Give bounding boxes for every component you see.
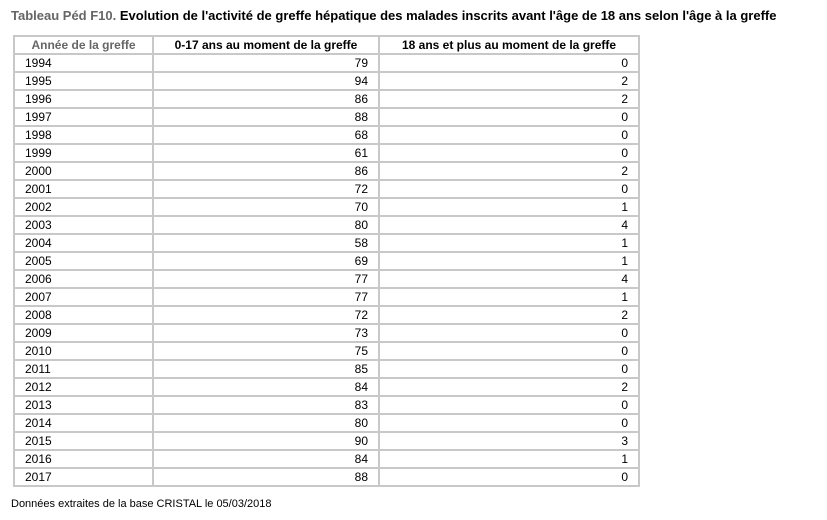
cell-year: 1995	[14, 72, 153, 90]
cell-year: 2003	[14, 216, 153, 234]
table-row	[14, 108, 639, 126]
cell-age-18-plus: 0	[379, 468, 639, 486]
cell-age-18-plus: 0	[379, 180, 639, 198]
cell-age-0-17: 61	[153, 144, 379, 162]
header-row	[14, 36, 639, 54]
cell-age-0-17: 69	[153, 252, 379, 270]
table-number: Tableau Péd F10.	[11, 8, 117, 23]
cell-year: 2006	[14, 270, 153, 288]
cell-age-18-plus: 3	[379, 432, 639, 450]
table-row	[14, 234, 639, 252]
cell-age-18-plus: 0	[379, 126, 639, 144]
cell-year: 2010	[14, 342, 153, 360]
table-row	[14, 252, 639, 270]
table-row	[14, 306, 639, 324]
cell-age-18-plus: 4	[379, 270, 639, 288]
header-year: Année de la greffe	[14, 36, 153, 54]
cell-age-18-plus: 0	[379, 144, 639, 162]
table-row	[14, 90, 639, 108]
cell-age-0-17: 85	[153, 360, 379, 378]
cell-age-0-17: 80	[153, 216, 379, 234]
cell-year: 1997	[14, 108, 153, 126]
cell-year: 2008	[14, 306, 153, 324]
cell-age-18-plus: 1	[379, 288, 639, 306]
cell-age-18-plus: 1	[379, 450, 639, 468]
cell-year: 1999	[14, 144, 153, 162]
cell-age-18-plus: 0	[379, 54, 639, 72]
cell-year: 2007	[14, 288, 153, 306]
cell-age-0-17: 77	[153, 270, 379, 288]
table-row	[14, 378, 639, 396]
table-row	[14, 396, 639, 414]
cell-year: 1996	[14, 90, 153, 108]
cell-year: 2004	[14, 234, 153, 252]
cell-age-0-17: 86	[153, 90, 379, 108]
cell-year: 2014	[14, 414, 153, 432]
cell-year: 1994	[14, 54, 153, 72]
cell-age-18-plus: 0	[379, 396, 639, 414]
data-table	[13, 35, 640, 487]
table-row	[14, 54, 639, 72]
cell-age-0-17: 77	[153, 288, 379, 306]
table-row	[14, 126, 639, 144]
header-age-18-plus: 18 ans et plus au moment de la greffe	[379, 36, 639, 54]
cell-age-18-plus: 2	[379, 306, 639, 324]
cell-age-18-plus: 0	[379, 342, 639, 360]
cell-age-18-plus: 4	[379, 216, 639, 234]
cell-age-18-plus: 2	[379, 162, 639, 180]
cell-age-0-17: 88	[153, 108, 379, 126]
table-row	[14, 324, 639, 342]
cell-age-18-plus: 0	[379, 414, 639, 432]
cell-age-18-plus: 0	[379, 108, 639, 126]
table-row	[14, 180, 639, 198]
cell-age-18-plus: 1	[379, 234, 639, 252]
cell-age-0-17: 94	[153, 72, 379, 90]
cell-age-0-17: 83	[153, 396, 379, 414]
cell-age-0-17: 73	[153, 324, 379, 342]
header-age-0-17: 0-17 ans au moment de la greffe	[153, 36, 379, 54]
cell-year: 2000	[14, 162, 153, 180]
cell-age-0-17: 84	[153, 378, 379, 396]
cell-year: 2002	[14, 198, 153, 216]
cell-age-0-17: 70	[153, 198, 379, 216]
table-row	[14, 270, 639, 288]
table-row	[14, 72, 639, 90]
table-row	[14, 198, 639, 216]
cell-age-18-plus: 1	[379, 252, 639, 270]
cell-age-18-plus: 2	[379, 90, 639, 108]
cell-year: 2005	[14, 252, 153, 270]
cell-age-0-17: 72	[153, 306, 379, 324]
cell-age-0-17: 79	[153, 54, 379, 72]
cell-year: 1998	[14, 126, 153, 144]
cell-age-18-plus: 0	[379, 324, 639, 342]
table-caption: Evolution de l'activité de greffe hépatique des malades inscrits avant l'âge de 18 ans selon l'âge à la greffe	[116, 8, 777, 23]
table-row	[14, 342, 639, 360]
cell-age-0-17: 72	[153, 180, 379, 198]
table-header	[14, 36, 639, 54]
cell-year: 2009	[14, 324, 153, 342]
table-row	[14, 468, 639, 486]
cell-age-0-17: 86	[153, 162, 379, 180]
table-title	[11, 7, 776, 25]
table-row	[14, 450, 639, 468]
table-row	[14, 216, 639, 234]
source-footnote: Données extraites de la base CRISTAL le 05/03/2018	[11, 498, 272, 510]
cell-age-0-17: 88	[153, 468, 379, 486]
cell-age-0-17: 58	[153, 234, 379, 252]
table-row	[14, 288, 639, 306]
cell-year: 2001	[14, 180, 153, 198]
cell-year: 2016	[14, 450, 153, 468]
cell-age-18-plus: 1	[379, 198, 639, 216]
cell-year: 2015	[14, 432, 153, 450]
cell-year: 2012	[14, 378, 153, 396]
cell-year: 2017	[14, 468, 153, 486]
cell-year: 2013	[14, 396, 153, 414]
table-row	[14, 144, 639, 162]
table-row	[14, 360, 639, 378]
cell-age-18-plus: 2	[379, 378, 639, 396]
cell-age-0-17: 84	[153, 450, 379, 468]
table-body	[14, 54, 639, 486]
table-row	[14, 432, 639, 450]
table-row	[14, 162, 639, 180]
cell-age-0-17: 68	[153, 126, 379, 144]
cell-age-0-17: 75	[153, 342, 379, 360]
table-row	[14, 414, 639, 432]
cell-year: 2011	[14, 360, 153, 378]
cell-age-0-17: 90	[153, 432, 379, 450]
cell-age-18-plus: 2	[379, 72, 639, 90]
cell-age-18-plus: 0	[379, 360, 639, 378]
cell-age-0-17: 80	[153, 414, 379, 432]
